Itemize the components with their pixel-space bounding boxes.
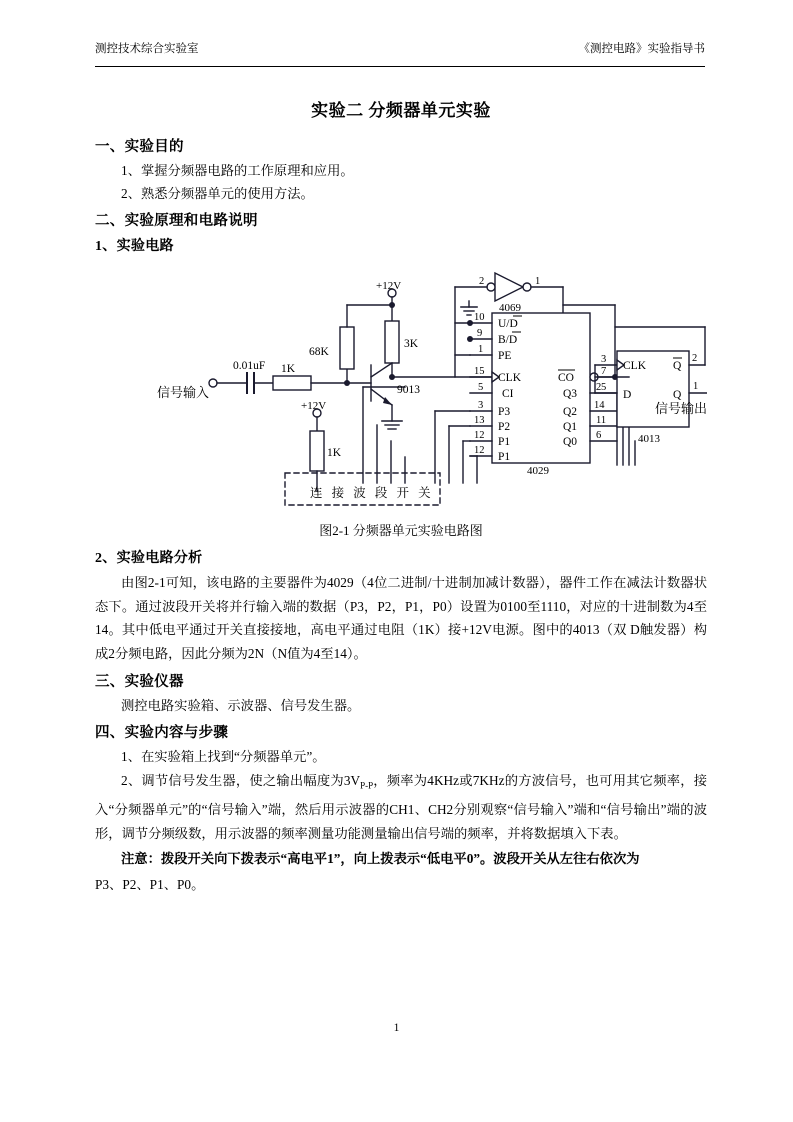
signal-input-terminal [209, 379, 217, 387]
figure-transistor-label: 9013 [397, 384, 420, 396]
figure-inv-pin-in: 2 [479, 276, 485, 287]
pin-num-5: 5 [478, 382, 484, 393]
figure-r1k-base-label: 1K [281, 363, 296, 375]
pin-label-ud: U/D [498, 318, 518, 330]
pin-num-4013-d: 5 [601, 382, 607, 393]
pin-num-12a: 12 [474, 430, 485, 441]
header-divider [95, 66, 705, 67]
figure-r68k-label: 68K [309, 346, 329, 358]
figure-inv-pin-out: 1 [535, 276, 541, 287]
section-heading-3: 三、实验仪器 [95, 674, 184, 690]
figure-ic4029-label: 4029 [527, 465, 549, 477]
pin-label-4013-d: D [623, 389, 632, 401]
pin-num-4013-q: 1 [693, 381, 699, 392]
procedure-note-bold: 注意：拨段开关向下拨表示“高电平1”，向上拨表示“低电平0”。波段开关从左往右依次为 [121, 851, 640, 867]
section-heading-2: 二、实验原理和电路说明 [95, 213, 258, 229]
pin-num-15: 15 [474, 366, 485, 377]
pin-label-clk: CLK [498, 372, 521, 384]
pin-num-1: 1 [478, 344, 484, 355]
pin-label-co: CO [558, 372, 574, 384]
pin-label-4013-clk: CLK [623, 360, 646, 372]
pin-label-4013-q: Q [673, 389, 682, 401]
pin-label-4013-qbar: Q [673, 360, 682, 372]
pin-label-q1: Q1 [563, 421, 578, 433]
pin-num-3: 3 [478, 400, 484, 411]
figure-input-label: 信号输入 [157, 385, 210, 400]
pin-num-14: 14 [594, 400, 605, 411]
circuit-schematic-svg [95, 265, 707, 510]
figure-r3k-label: 3K [404, 338, 419, 350]
pin-num-13: 13 [474, 415, 485, 426]
pin-num-4013-clk: 3 [601, 354, 607, 365]
page-number: 1 [393, 1022, 400, 1034]
pin-num-2: 2 [596, 382, 602, 393]
procedure-item-1: 1、在实验箱上找到“分频器单元”。 [121, 749, 326, 764]
procedure-item-2-subscript: P-P [360, 780, 374, 791]
pin-label-ci: CI [502, 388, 514, 400]
page-title: 实验二 分频器单元实验 [311, 101, 491, 120]
figure-supply-top-label: +12V [376, 280, 402, 292]
figure-supply-bottom-label: +12V [301, 400, 327, 412]
pin-num-10: 10 [474, 312, 485, 323]
page-header [95, 42, 705, 57]
objective-item-1: 1、掌握分频器电路的工作原理和应用。 [121, 163, 354, 178]
pin-num-9: 9 [477, 328, 483, 339]
subsection-circuit: 1、实验电路 [95, 239, 174, 254]
figure-cap-label: 0.01uF [233, 360, 266, 372]
figure-ic4069-label: 4069 [499, 302, 521, 314]
pin-label-p3: P3 [498, 406, 511, 418]
pin-num-7: 7 [601, 366, 607, 377]
pin-label-p1a: P1 [498, 436, 511, 448]
pin-num-6: 6 [596, 430, 602, 441]
objective-item-2: 2、熟悉分频器单元的使用方法。 [121, 186, 314, 201]
figure-ic4013-label: 4013 [638, 433, 660, 445]
circuit-diagram-figure [95, 265, 707, 510]
header-left-text: 测控技术综合实验室 [95, 43, 199, 55]
header-right-text: 《测控电路》实验指导书 [578, 43, 705, 55]
pin-label-p2: P2 [498, 421, 511, 433]
pin-num-11: 11 [596, 415, 607, 426]
document-body [95, 88, 707, 898]
band-switch-label: 连 接 波 段 开 关 [310, 486, 434, 500]
pin-label-q0: Q0 [563, 436, 578, 448]
figure-output-label: 信号输出 [655, 401, 707, 416]
figure-caption: 图2-1 分频器单元实验电路图 [319, 523, 483, 538]
figure-r1k-pullup-label: 1K [327, 447, 342, 459]
procedure-item-2-post: ，频率为4KHz或7KHz的方波信号，也可用其它频率，接入“分频器单元”的“信号输入”端，然后用示波器的CH1、CH2分别观察“信号输入”端和“信号输出”端的波形，调节分频级数，用示波器的频率测量功能测量输出信号端的频率，并将数据填入下表。 [95, 773, 707, 841]
procedure-item-2 [95, 769, 707, 845]
pin-label-bd: B/D [498, 334, 518, 346]
circuit-analysis-paragraph: 由图2-1可知，该电路的主要器件为4029（4位二进制/十进制加减计数器），器件工作在减法计数器状态下。通过波段开关将并行输入端的数据（P3，P2，P1，P0）设置为0100至1110，对应的十进制数为4至14。其中低电平通过开关直接接地，高电平通过电阻（1K）接+12V电源。图中的4013（双 D触发器）构成2分频电路，因此分频为2N（N值为4至14）。 [95, 575, 707, 661]
pin-label-q3: Q3 [563, 388, 578, 400]
subsection-circuit-analysis: 2、实验电路分析 [95, 551, 203, 566]
pin-label-pe: PE [498, 350, 512, 362]
section-heading-1: 一、实验目的 [95, 139, 184, 155]
procedure-item-2-pre: 2、调节信号发生器，使之输出幅度为3V [121, 773, 361, 788]
procedure-note-tail: P3、P2、P1、P0。 [95, 876, 205, 892]
section-heading-4: 四、实验内容与步骤 [95, 725, 229, 741]
pin-num-4013-qbar: 2 [692, 353, 698, 364]
pin-label-p1b: P1 [498, 451, 511, 463]
instruments-list: 测控电路实验箱、示波器、信号发生器。 [121, 698, 361, 713]
pin-num-12b: 12 [474, 445, 485, 456]
pin-label-q2: Q2 [563, 406, 578, 418]
